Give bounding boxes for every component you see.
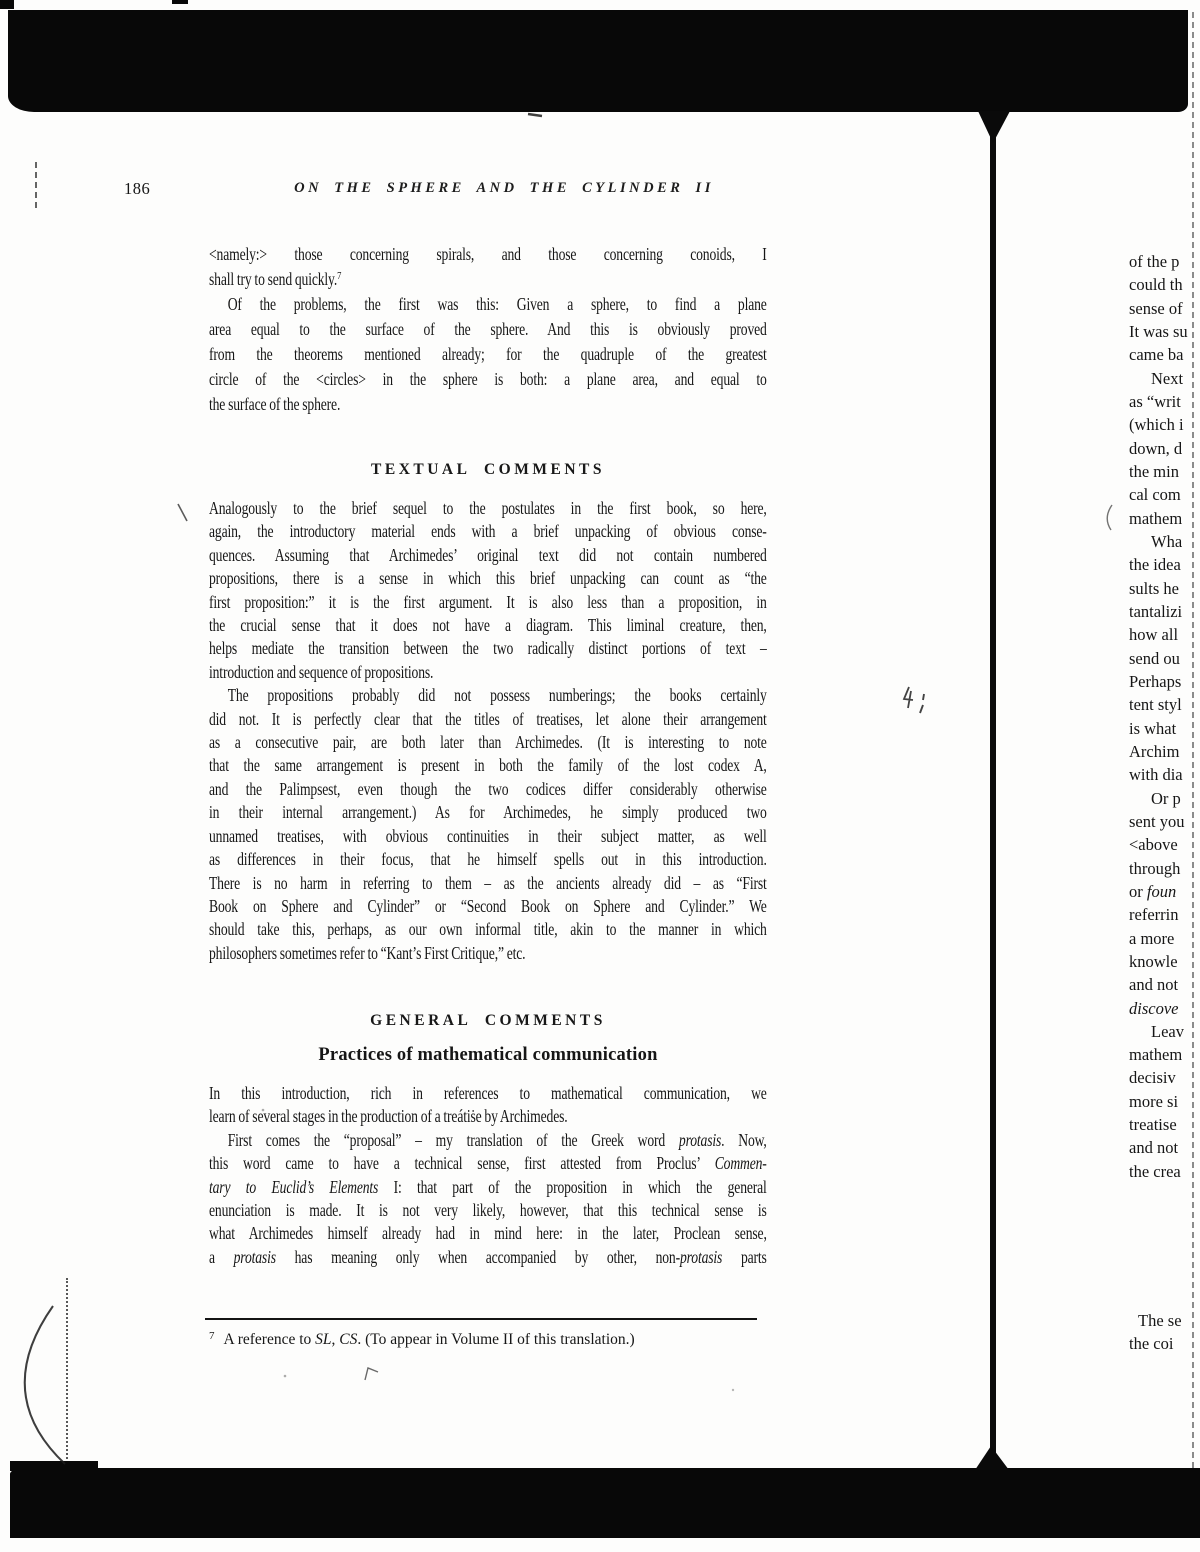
facing-page-line: referrin [1129,905,1179,925]
facing-page-line: of the p [1129,252,1180,271]
facing-page-line: Wha [1151,531,1183,551]
facing-page-line: cal com [1129,485,1181,505]
pencil-mark-corner [365,1368,378,1380]
facing-page-line: could th [1129,275,1183,295]
section-heading-general-comments: GENERAL COMMENTS [370,1012,606,1029]
facing-page-line: send ou [1129,648,1180,668]
facing-page-line: sent you [1129,811,1185,831]
facing-page-text-fragment [1129,250,1200,1183]
facing-page-line: down, d [1129,438,1183,458]
facing-page-line: the idea [1129,555,1181,575]
text-line: Of the problems, the first was this: Given a sphere, to find a plane [227,294,767,314]
footnote: $^7$ A reference to SL, CS. (To appear in Volume II of this translation.) [209,1330,635,1348]
pencil-mark-parenthesis [1107,505,1112,530]
text-line: quences. Assuming that Archimedes’ original text did not contain numbered [209,544,767,565]
scan-corner-chip [172,0,188,4]
scan-dot [732,1389,734,1391]
text-line: should take this, perhaps, as our own informal title, akin to the manner in which [209,919,767,940]
facing-page-line: or foun [1129,881,1177,901]
running-head: ON THE SPHERE AND THE CYLINDER II [294,180,714,196]
text-line: first proposition:” it is the first argument. It is also less than a proposition, in [209,591,767,612]
facing-page-line: a more [1129,928,1175,948]
text-line: First comes the “proposal” – my translation of the Greek word protasis. Now, [227,1129,767,1150]
text-line: There is no harm in referring to them – as the ancients already did – as “First [209,872,767,893]
facing-page-line: through [1129,858,1181,878]
facing-page-line: with dia [1129,765,1183,785]
page-curl-arc [25,1306,65,1464]
text-line: as differences in their focus, that he himself spells out in this introduction. [209,849,767,870]
text-line: the surface of the sphere. [209,394,341,414]
text-line: a protasis has meaning only when accompanied by other, non-protasis parts [209,1246,767,1267]
text-line: did not. It is perfectly clear that the titles of treatises, let alone their arrangement [209,708,767,729]
text-line: shall try to send quickly.$^7$ [209,269,342,289]
text-line: <namely:> those concerning spirals, and those concerning conoids, I [209,244,767,264]
facing-page-line: Archim [1129,741,1180,761]
scanner-black-band-bottom-ledge [10,1461,98,1471]
facing-page-line: <above [1129,835,1178,855]
text-line: In this introduction, rich in references to mathematical communication, we [209,1083,767,1103]
facing-page-line: The se [1138,1311,1182,1330]
text-line: The propositions probably did not possess numberings; the books certainly [227,685,767,706]
text-line: as a consecutive pair, are both later than Archimedes. (It is interesting to note [209,732,767,753]
text-line: tary to Euclid’s Elements I: that part of the proposition in which the general [209,1176,767,1197]
facing-page-line: mathem [1129,1045,1183,1065]
scan-tick-mark [528,114,542,116]
text-line: again, the introductory material ends with a brief unpacking of obvious conse- [209,521,767,542]
text-line: helps mediate the transition between the two radically distinct portions of text – [209,638,767,659]
facing-page-line: and not [1129,975,1179,995]
scan-corner-chip [0,0,14,9]
scanner-black-band-top [8,10,1188,112]
facing-page-line: tent styl [1129,695,1182,715]
facing-page-line: as “writ [1129,391,1181,411]
facing-page-line: the coi [1129,1334,1174,1354]
pencil-mark-backslash [178,504,187,521]
facing-page-line: sults he [1129,578,1179,598]
section-heading-textual-comments: TEXTUAL COMMENTS [371,461,605,478]
left-page-edge-speckle-line [66,1278,68,1466]
facing-page-line: (which i [1129,415,1184,435]
facing-page-line: Or p [1151,788,1181,808]
text-line: this word came to have a technical sense, first attested from Proclus’ Commen- [209,1153,767,1174]
text-line: from the theorems mentioned already; for the quadruple of the greatest [209,344,767,364]
facing-page-line: sense of [1129,298,1183,318]
facing-page-line: discove [1129,998,1179,1018]
text-line: that the same arrangement is present in both the family of the lost codex A, [209,755,767,776]
facing-page-line: treatise [1129,1115,1177,1135]
facing-page-line: how all [1129,625,1179,645]
facing-page-line: decisiv [1129,1068,1176,1088]
text-line: Book on Sphere and Cylinder” or “Second Book on Sphere and Cylinder.” We [209,895,767,916]
facing-page-line: the min [1129,461,1179,481]
text-line: enunciation is made. It is not very likely, however, that this technical sense is [209,1200,767,1221]
facing-page-line: came ba [1129,345,1184,365]
facing-page-line: Leav [1151,1021,1184,1041]
footnote-separator-rule [205,1318,757,1320]
text-line: what Archimedes himself already had in mind here: in the later, Proclean sense, [209,1223,767,1244]
pencil-mark-squiggle-right [920,694,924,713]
scan-dot [284,1375,287,1378]
text-line: in their internal arrangement.) As for Archimedes, he simply produced two [209,802,767,823]
text-line: learn of several stages in the production of a treátiṡe by Archimedes. [209,1106,568,1127]
facing-page-line: the crea [1129,1161,1181,1181]
facing-page-line: Next [1151,368,1184,388]
pencil-mark-squiggle-left [904,687,913,708]
text-line: philosophers sometimes refer to “Kant’s First Critique,” etc. [209,942,526,963]
body-text-textual-comments [209,497,767,965]
facing-page-line: Perhaps [1129,671,1182,691]
facing-page-line: more si [1129,1091,1179,1111]
scanner-black-band-bottom [10,1468,1200,1538]
facing-page-text-fragment-bottom [1129,1309,1200,1356]
facing-page-line: knowle [1129,951,1178,971]
book-binding-line [990,110,996,1470]
text-line: the crucial sense that it does not have a diagram. This liminal creature, then, [209,615,767,636]
text-line: unnamed treatises, with obvious continuities in their subject matter, as well [209,825,767,846]
text-line: propositions, there is a sense in which this brief unpacking can count as “the [209,568,767,589]
subsection-heading: Practices of mathematical communication [318,1045,658,1065]
text-line: area equal to the surface of the sphere. And this is obviously proved [209,319,767,339]
body-text-opening [209,242,767,417]
text-line: introduction and sequence of propositions. [209,661,434,682]
text-line: and the Palimpsest, even though the two codices differ considerably otherwise [209,778,767,799]
page-number: 186 [124,179,151,198]
facing-page-line: and not [1129,1138,1179,1158]
facing-page-line: It was su [1129,321,1188,341]
left-margin-dashed-line [35,162,37,208]
facing-page-line: mathem [1129,508,1183,528]
facing-page-line: is what [1129,718,1177,738]
text-line: circle of the <circles> in the sphere is both: a plane area, and equal to [209,369,767,389]
text-line: Analogously to the brief sequel to the postulates in the first book, so here, [209,498,767,518]
facing-page-line: tantalizi [1129,601,1183,621]
body-text-general-comments [209,1082,767,1269]
